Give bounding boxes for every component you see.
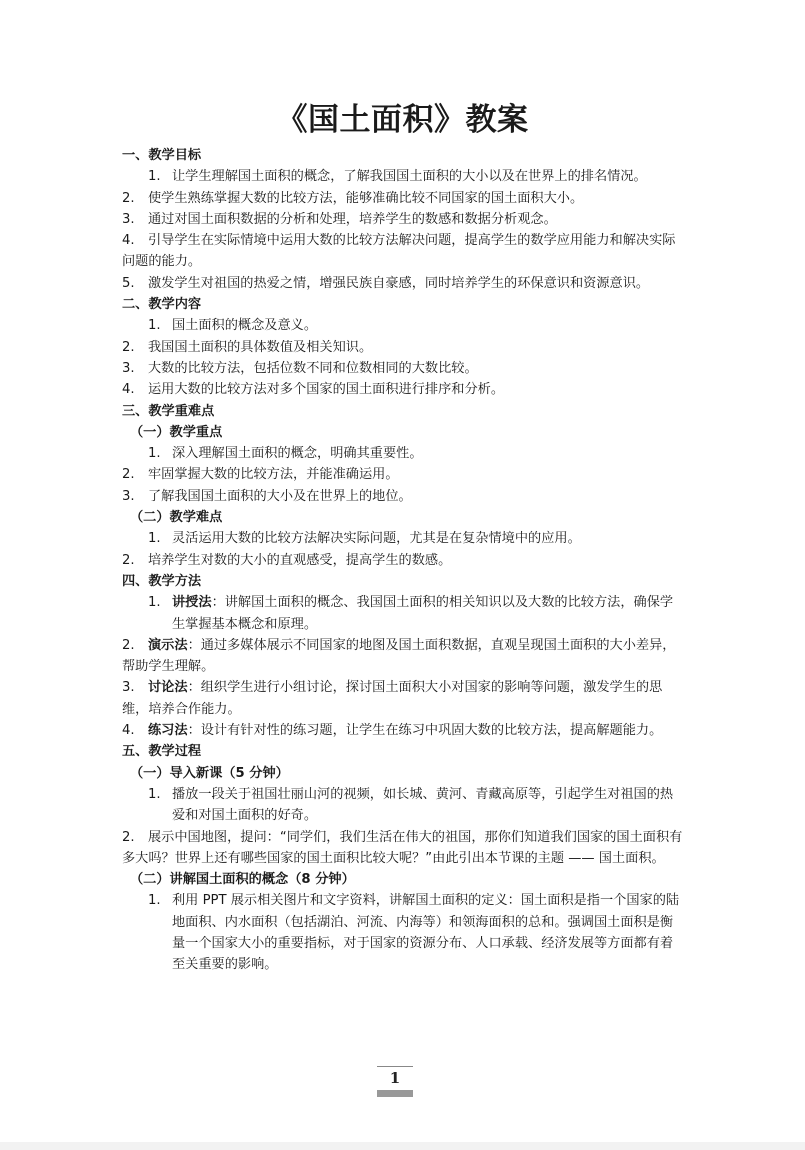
item-number: 1. <box>148 318 161 334</box>
document-body <box>122 145 684 976</box>
list-item <box>122 188 684 209</box>
item-text: 大数的比较方法，包括位数不同和位数相同的大数比较。 <box>148 360 478 376</box>
item-text: 运用大数的比较方法对多个国家的国土面积进行排序和分析。 <box>148 382 505 398</box>
page-number: 1 <box>377 1066 413 1099</box>
item-text: 播放一段关于祖国壮丽山河的视频，如长城、黄河、青藏高原等，引起学生对祖国的热爱和对国土面积的好奇。 <box>172 786 674 824</box>
item-text: 通过对国土面积数据的分析和处理，培养学生的数感和数据分析观念。 <box>148 211 557 227</box>
list-item <box>122 592 684 635</box>
list-item <box>122 464 684 485</box>
item-text: 引导学生在实际情境中运用大数的比较方法解决问题，提高学生的数学应用能力和解决实际问题的能力。 <box>122 233 676 270</box>
item-number: 1. <box>148 595 161 611</box>
item-text: 展示中国地图，提问：“同学们，我们生活在伟大的祖国，那你们知道我们国家的国土面积有多大吗？世界上还有哪些国家的国土面积比较大呢？”由此引出本节课的主题 —— 国土面积。 <box>122 829 683 866</box>
list-item <box>122 635 684 678</box>
subsection-heading: （二）教学难点 <box>130 510 223 526</box>
list-item <box>122 784 684 827</box>
list-item <box>122 337 684 358</box>
list-item <box>122 379 684 400</box>
method-term: 讨论法 <box>148 680 188 696</box>
item-text: 深入理解国土面积的概念，明确其重要性。 <box>172 446 423 462</box>
item-text: 了解我国国土面积的大小及在世界上的地位。 <box>148 488 412 504</box>
subsection-heading: （一）导入新课（5 分钟） <box>130 765 289 781</box>
item-number: 1. <box>148 893 161 909</box>
item-number: 3. <box>122 488 135 504</box>
item-text: 使学生熟练掌握大数的比较方法，能够准确比较不同国家的国土面积大小。 <box>148 190 584 206</box>
item-number: 2. <box>122 637 135 653</box>
list-item <box>122 315 684 336</box>
item-number: 3. <box>122 211 135 227</box>
list-item <box>122 677 684 720</box>
item-number: 3. <box>122 680 135 696</box>
list-item <box>122 230 684 273</box>
list-item <box>122 166 684 187</box>
item-number: 2. <box>122 829 135 845</box>
item-text: 利用 PPT 展示相关图片和文字资料，讲解国土面积的定义：国土面积是指一个国家的陆地面积、内水面积（包括湖泊、河流、内海等）和领海面积的总和。强调国土面积是衡量一个国家大小的重要指标，对于国家的资源分布、人口承载、经济发展等方面都有着至关重要的影响。 <box>172 893 680 973</box>
item-number: 2. <box>122 339 135 355</box>
item-text: 牢固掌握大数的比较方法，并能准确运用。 <box>148 467 399 483</box>
page-number-underline <box>377 1090 413 1097</box>
item-number: 1. <box>148 531 161 547</box>
section-heading: 三、教学重难点 <box>122 403 215 419</box>
item-number: 4. <box>122 382 135 398</box>
item-text: 我国国土面积的具体数值及相关知识。 <box>148 339 373 355</box>
item-number: 4. <box>122 233 135 249</box>
method-term: 练习法 <box>148 723 188 739</box>
section-heading: 四、教学方法 <box>122 573 202 589</box>
item-number: 1. <box>148 169 161 185</box>
list-item <box>122 358 684 379</box>
item-number: 3. <box>122 360 135 376</box>
item-text: ：设计有针对性的练习题，让学生在练习中巩固大数的比较方法，提高解题能力。 <box>187 723 663 739</box>
item-number: 1. <box>148 786 161 802</box>
subsection-heading: （一）教学重点 <box>130 424 223 440</box>
item-text: ：讲解国土面积的概念、我国国土面积的相关知识以及大数的比较方法，确保学生掌握基本概念和原理。 <box>172 595 674 632</box>
item-number: 2. <box>122 190 135 206</box>
item-number: 4. <box>122 723 135 739</box>
section-heading: 五、教学过程 <box>122 744 202 760</box>
item-text: 培养学生对数的大小的直观感受，提高学生的数感。 <box>148 552 452 568</box>
item-text: 激发学生对祖国的热爱之情，增强民族自豪感，同时培养学生的环保意识和资源意识。 <box>148 275 650 291</box>
subsection-heading: （二）讲解国土面积的概念（8 分钟） <box>130 872 355 888</box>
list-item <box>122 209 684 230</box>
list-item <box>122 720 684 741</box>
section-heading: 二、教学内容 <box>122 297 202 313</box>
document-title: 《国土面积》教案 <box>276 102 529 138</box>
item-number: 1. <box>148 446 161 462</box>
list-item <box>122 890 684 975</box>
item-text: ：组织学生进行小组讨论，探讨国土面积大小对国家的影响等问题，激发学生的思维，培养合作能力。 <box>122 680 663 717</box>
list-item <box>122 486 684 507</box>
list-item <box>122 443 684 464</box>
viewer-bottom-strip <box>0 1142 805 1150</box>
list-item <box>122 528 684 549</box>
item-text: 国土面积的概念及意义。 <box>172 318 318 334</box>
item-number: 2. <box>122 467 135 483</box>
section-heading: 一、教学目标 <box>122 148 202 163</box>
item-text: ：通过多媒体展示不同国家的地图及国土面积数据，直观呈现国土面积的大小差异，帮助学生理解。 <box>122 637 676 675</box>
method-term: 讲授法 <box>172 595 212 611</box>
item-text: 让学生理解国土面积的概念，了解我国国土面积的大小以及在世界上的排名情况。 <box>172 169 647 185</box>
item-text: 灵活运用大数的比较方法解决实际问题，尤其是在复杂情境中的应用。 <box>172 531 581 547</box>
list-item <box>122 827 684 870</box>
item-number: 2. <box>122 552 135 568</box>
method-term: 演示法 <box>148 637 188 653</box>
list-item <box>122 273 684 294</box>
list-item <box>122 550 684 571</box>
item-number: 5. <box>122 275 135 291</box>
